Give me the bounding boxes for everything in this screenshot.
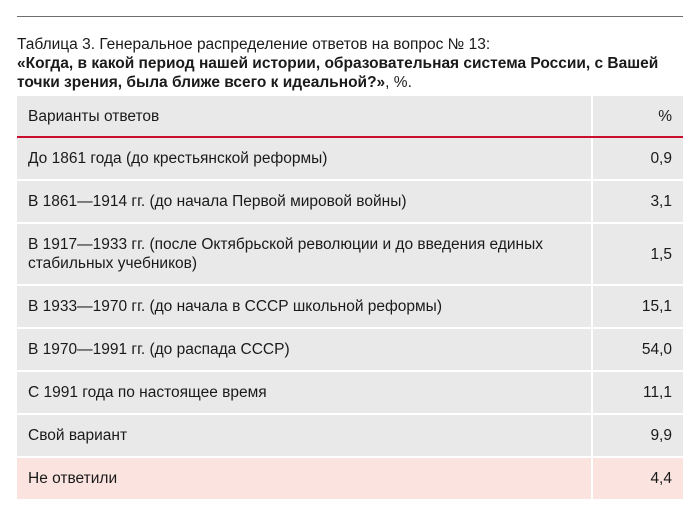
caption-question: «Когда, в какой период нашей истории, образовательная система России, с Вашей точки зрения, была ближе всего к идеальной?»	[17, 55, 659, 91]
row-label: Не ответили	[17, 457, 592, 499]
survey-results-table	[17, 96, 683, 499]
row-value: 11,1	[592, 371, 683, 414]
row-label: До 1861 года (до крестьянской реформы)	[17, 137, 592, 180]
row-value: 3,1	[592, 180, 683, 223]
table-row	[17, 180, 683, 223]
header-value: %	[592, 96, 683, 137]
row-label: В 1917—1933 гг. (после Октябрьской революции и до введения единых стабильных учебников)	[17, 223, 592, 285]
row-label: С 1991 года по настоящее время	[17, 371, 592, 414]
row-label: В 1970—1991 гг. (до распада СССР)	[17, 328, 592, 371]
table-row	[17, 371, 683, 414]
table-row	[17, 137, 683, 180]
caption-suffix: , %.	[385, 74, 412, 91]
table-row	[17, 285, 683, 328]
table-row-highlighted	[17, 457, 683, 499]
row-label: Свой вариант	[17, 414, 592, 457]
table-header-row	[17, 96, 683, 137]
row-label: В 1861—1914 гг. (до начала Первой мировой войны)	[17, 180, 592, 223]
row-value: 4,4	[592, 457, 683, 499]
row-value: 9,9	[592, 414, 683, 457]
table-row	[17, 223, 683, 285]
table-caption	[17, 35, 683, 92]
table-row	[17, 328, 683, 371]
row-value: 15,1	[592, 285, 683, 328]
row-label: В 1933—1970 гг. (до начала в СССР школьной реформы)	[17, 285, 592, 328]
top-rule	[17, 16, 683, 17]
row-value: 1,5	[592, 223, 683, 285]
caption-prefix: Таблица 3. Генеральное распределение ответов на вопрос № 13:	[17, 36, 491, 53]
row-value: 54,0	[592, 328, 683, 371]
header-label: Варианты ответов	[17, 96, 592, 137]
table-row	[17, 414, 683, 457]
row-value: 0,9	[592, 137, 683, 180]
